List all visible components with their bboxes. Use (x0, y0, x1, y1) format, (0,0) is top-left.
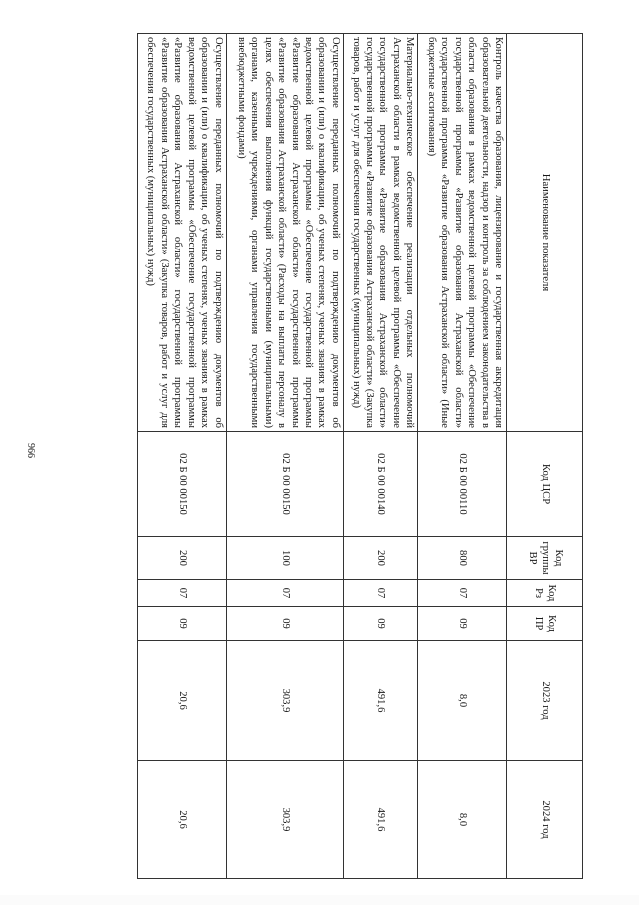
row-rz: 07 (226, 580, 343, 607)
row-name: Материально-техническое обеспечение реализации отдельных полномочий Астраханской области в рамках ведомственной целевой программы «Обеспечение государственной программы «Развитие образования Астраханской области» государственной программы «Развитие образования Астраханской области» (Закупка товаров, работ и услуг для обеспечения государственных (муниципальных) нужд) (343, 34, 417, 432)
row-rz: 07 (138, 580, 227, 607)
row-name: Контроль качества образования, лицензирование и государственная аккредитация образовательной деятельности, надзор и контроль за соблюдением законодательства в области образования в рамках ведомственной целевой программы «Обеспечение государственной программы «Развитие образования Астраханской области» государственной программы «Развитие образования Астраханской области» (Иные бюджетные ассигнования) (418, 34, 507, 432)
row-pr: 09 (138, 607, 227, 641)
row-2023: 8,0 (418, 641, 507, 761)
row-pr: 09 (343, 607, 417, 641)
row-2023: 303,9 (226, 641, 343, 761)
page-number: 966 (25, 443, 36, 458)
row-csr: 02 Б 00 00140 (343, 432, 417, 537)
row-name: Осуществление переданных полномочий по подтверждению документов об образовании и (или) о квалификации, об ученых степенях, ученых званиях в рамках ведомственной целевой программы «Обеспечение государственной программы «Развитие образования Астраханской области» государственной программы «Развитие образования Астраханской области» (Расходы на выплаты персоналу в целях обеспечения выполнения функций государственными (муниципальными) органами, казенными учреждениями, органами управления государственными внебюджетными фондами) (226, 34, 343, 432)
row-csr: 02 Б 00 00110 (418, 432, 507, 537)
row-csr: 02 Б 00 00150 (226, 432, 343, 537)
row-rz: 07 (343, 580, 417, 607)
scan-edge (0, 895, 639, 905)
header-csr: Код ЦСР (507, 432, 583, 537)
row-vr: 200 (343, 537, 417, 580)
rotated-page (137, 33, 583, 878)
row-2024: 303,9 (226, 761, 343, 879)
table-header-row (507, 34, 583, 879)
budget-table (137, 33, 583, 879)
row-2023: 491,6 (343, 641, 417, 761)
row-pr: 09 (226, 607, 343, 641)
header-pr: Код ПР (507, 607, 583, 641)
row-vr: 200 (138, 537, 227, 580)
header-rz: Код Рз (507, 580, 583, 607)
row-vr: 100 (226, 537, 343, 580)
row-pr: 09 (418, 607, 507, 641)
table-row (226, 34, 343, 879)
header-vr: Код группы ВР (507, 537, 583, 580)
row-rz: 07 (418, 580, 507, 607)
table-row (343, 34, 417, 879)
header-2023: 2023 год (507, 641, 583, 761)
header-2024: 2024 год (507, 761, 583, 879)
row-2024: 491,6 (343, 761, 417, 879)
table-row (138, 34, 227, 879)
row-name: Осуществление переданных полномочий по подтверждению документов об образовании и (или) о квалификации, об ученых степенях, ученых званиях в рамках ведомственной целевой программы «Обеспечение государственной программы «Развитие образования Астраханской области» государственной программы «Развитие образования Астраханской области» (Закупка товаров, работ и услуг для обеспечения государственных (муниципальных) нужд) (138, 34, 227, 432)
row-2023: 20,6 (138, 641, 227, 761)
row-2024: 8,0 (418, 761, 507, 879)
table-row (418, 34, 507, 879)
row-csr: 02 Б 00 00150 (138, 432, 227, 537)
header-name: Наименование показателя (507, 34, 583, 432)
row-vr: 800 (418, 537, 507, 580)
row-2024: 20,6 (138, 761, 227, 879)
